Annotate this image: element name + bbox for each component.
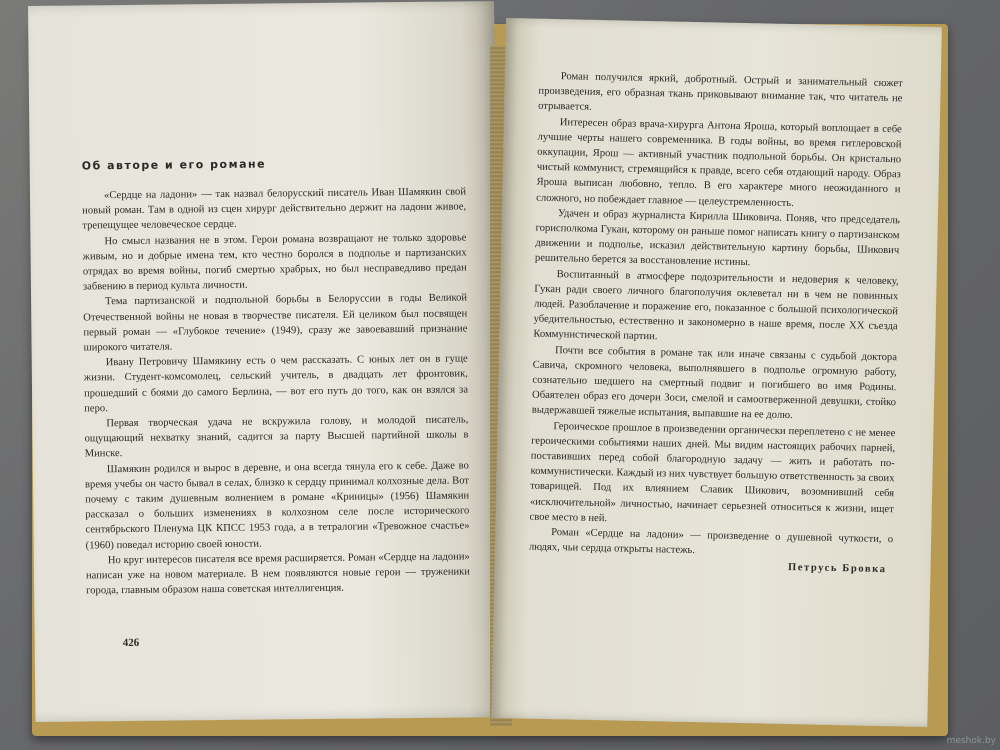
paragraph: Интересен образ врача-хирурга Антона Яроша, который воплощает в себе лучшие черты нашего современника. В годы войны, во время гитлеровской оккупации, Ярош — активный участник подпольной борьбы. Он кристально чистый коммунист, стремящийся к правде, всего себя отдающий народу. Образ Яроша выписан любовно, тепло. В его характере много неожиданного и сложного, но побеждает главное — целеустремленность. (536, 116, 902, 209)
left-page-text (82, 184, 470, 598)
open-book (28, 6, 948, 728)
paragraph: «Сердце на ладони» — так назвал белорусский писатель Иван Шамякин свой новый роман. Там в одной из сцен хирург действительно держит на ладони живое, трепещущее человеческое сердце. (82, 186, 467, 232)
paragraph: Но круг интересов писателя все время расширяется. Роман «Сердце на ладони» написан уже на новом материале. В нем появляются новые герои — труженики города, главным образом наша советская интеллигенция. (85, 551, 471, 597)
paragraph: Воспитанный в атмосфере подозрительности и недоверия к человеку, Гукан ради своего личного благополучия оклеветал ни в чем не повинных людей. Разоблачение и поражение его, показанное с большой психологической убедительностью, естественно и закономерно в наше время, после XX съезда Коммунистической партии. (533, 268, 899, 343)
paragraph: Тема партизанской и подпольной борьбы в Белоруссии в годы Великой Отечественной войны не новая в творчестве писателя. Ей целиком был посвящен первый роман — «Глубокое течение» (1949), сразу же завоевавший признание широкого читателя. (83, 292, 468, 354)
paragraph: Роман «Сердце на ладони» — произведение о душевной чуткости, о людях, чьи сердца открыты настежь. (528, 527, 894, 557)
paragraph: Первая творческая удача не вскружила голову, и молодой писатель, ощущающий нехватку знаний, садится за парту Высшей партийной школы в Минске. (84, 414, 469, 460)
left-page (28, 1, 501, 722)
section-heading: Об авторе и его романе (81, 157, 267, 173)
paragraph: Шамякин родился и вырос в деревне, и она всегда тянула его к себе. Даже во время учебы он часто бывал в селах, близко к сердцу принимал колхозные дела. Вот почему с таким душевным волнением в романе «Криницы» (1956) Шамякин рассказал о больших изменениях в колхозном селе после исторического сентябрьского Пленума ЦК КПСС 1953 года, а в тетралогии «Тревожное счастье» (1960) поведал историю своей юности. (84, 460, 470, 552)
paragraph: Роман получился яркий, добротный. Острый и занимательный сюжет произведения, его образная ткань приковывают внимание так, что читатель не отрывается. (538, 71, 903, 114)
paragraph: Но смысл названия не в этом. Герои романа возвращают не только здоровье живым, но и добрые имена тем, кто честно боролся в подполье и партизанских отрядах во время войны, погиб смертью храбрых, но был несправедливо предан забвению в период культа личности. (82, 232, 467, 293)
author-signature: Петрусь Бровка (787, 562, 887, 576)
paragraph: Почти все события в романе так или иначе связаны с судьбой доктора Савича, скромного человека, выполнявшего в подполье огромную работу, сознательно шедшего на смертный подвиг и погибшего во имя Родины. Обаятелен образ его дочери Зоси, смелой и самоотверженной девушки, стойко выдержавшей тяжелые испытания, выпавшие на ее долю. (531, 344, 898, 422)
right-page (491, 18, 942, 727)
paragraph: Удачен и образ журналиста Кирилла Шиковича. Поняв, что председатель горисполкома Гукан, которому он раньше помог написать книгу о партизанском движении и подполье, исказил действительную картину борьбы, Шикович решительно берется за восстановление истины. (534, 207, 900, 269)
site-watermark: meshok.by (946, 736, 996, 746)
page-number: 426 (122, 636, 140, 650)
right-page-text (529, 69, 903, 563)
paragraph: Ивану Петровичу Шамякину есть о чем рассказать. С юных лет он в гуще жизни. Студент-комсомолец, сельский учитель, в двадцать лет фронтовик, прошедший с боями до самого Берлина, — вот его путь до того, как он взялся за перо. (83, 353, 469, 415)
paragraph: Героическое прошлое в произведении органически переплетено с не менее героическими событиями наших дней. Мы видим настоящих рабочих парней, поставивших перед собой благородную задачу — жить и работать по-коммунистически. Каждый из них чувствует большую ответственность за своих товарищей. Под их влиянием Славик Шикович, возомнивший себя «исключительной» личностью, начинает серьезней относиться к жизни, ищет свое место в ней. (529, 420, 896, 525)
